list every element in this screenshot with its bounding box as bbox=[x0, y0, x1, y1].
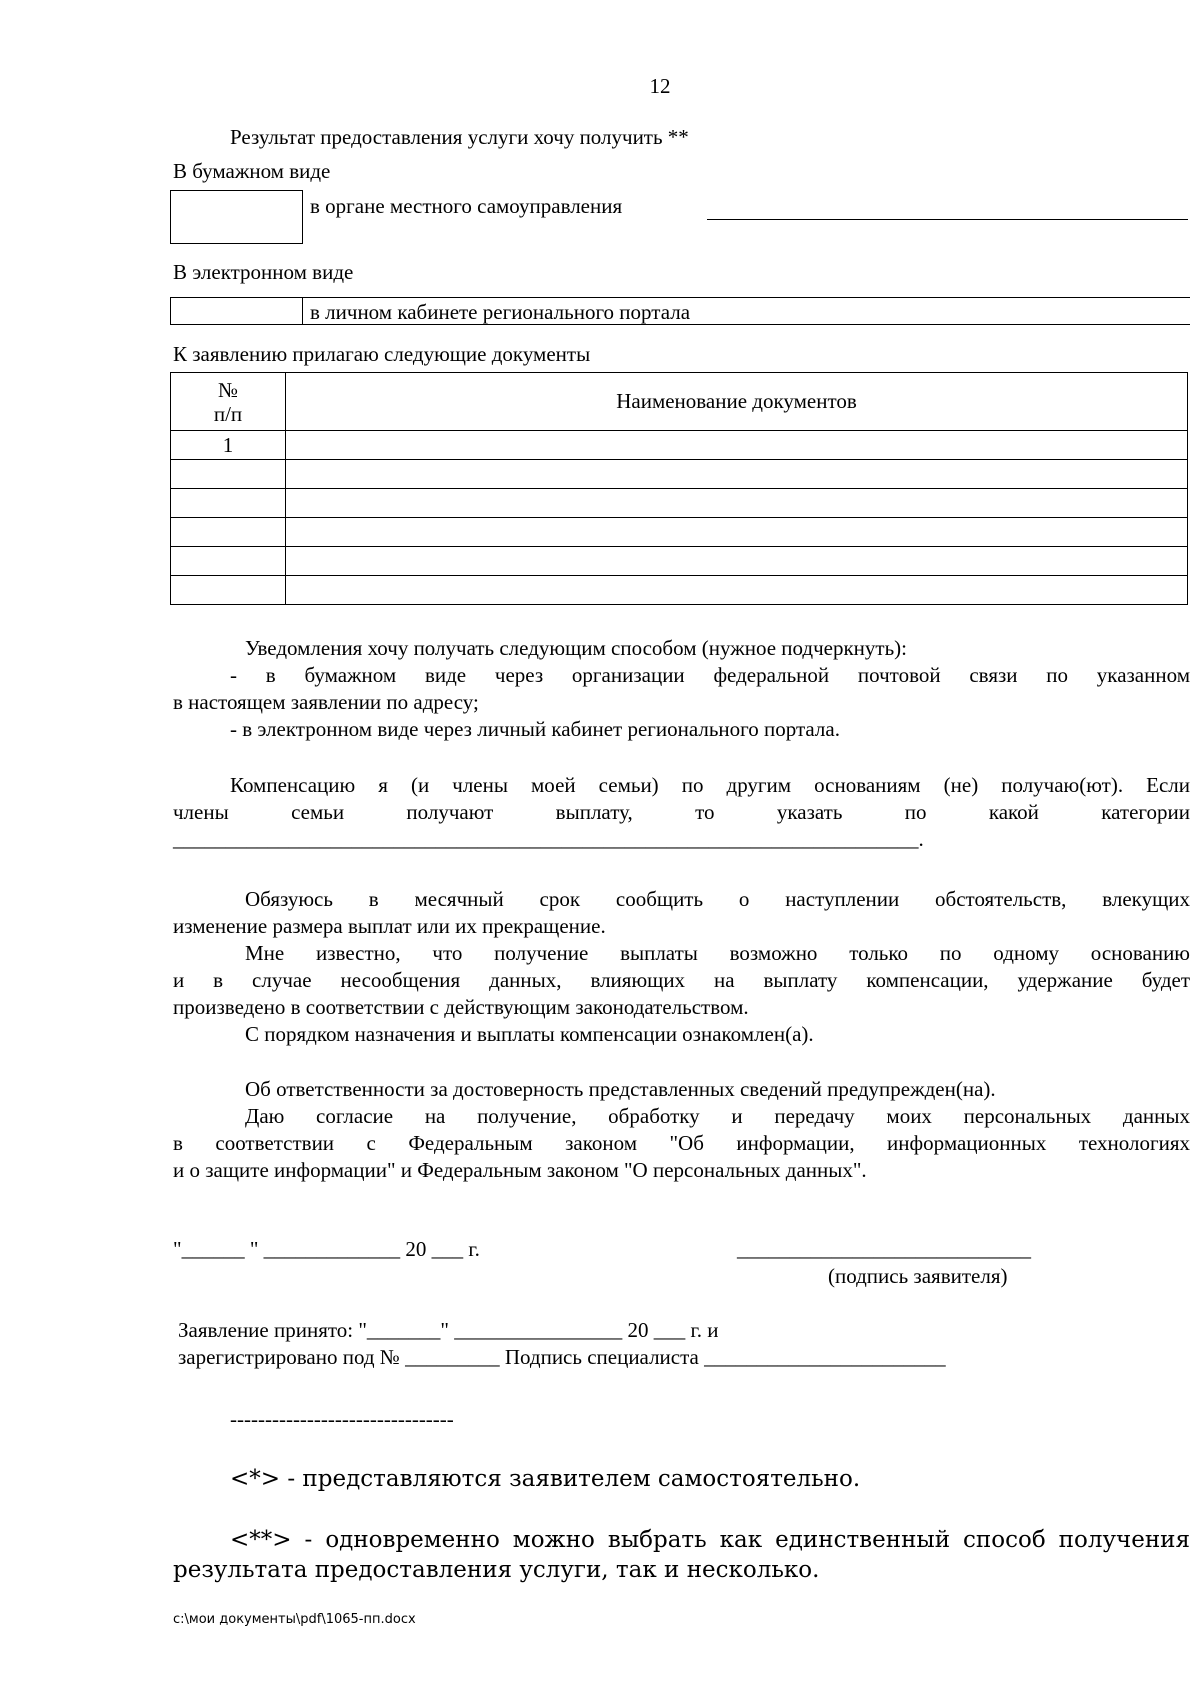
electronic-option-label: в личном кабинете регионального портала bbox=[310, 300, 691, 324]
applicant-signature-field[interactable]: ____________________________ bbox=[737, 1237, 1031, 1261]
table-row bbox=[171, 547, 1188, 576]
registration-number[interactable]: зарегистрировано под № _________ Подпись специалиста _______________________ bbox=[178, 1345, 946, 1369]
row-number bbox=[171, 489, 286, 518]
obligation-paragraph-2: Мне известно, что получение выплаты возможно только по одному основанию bbox=[245, 941, 1190, 965]
applicant-signature-caption: (подпись заявителя) bbox=[828, 1264, 1008, 1288]
table-row bbox=[171, 460, 1188, 489]
acknowledgement: С порядком назначения и выплаты компенсации ознакомлен(а). bbox=[245, 1022, 814, 1046]
row-document-name[interactable] bbox=[286, 576, 1188, 605]
paper-option-fill-line[interactable] bbox=[707, 219, 1188, 220]
row-document-name[interactable] bbox=[286, 489, 1188, 518]
electronic-title: В электронном виде bbox=[173, 260, 354, 284]
responsibility-warning: Об ответственности за достоверность представленных сведений предупрежден(на). bbox=[245, 1077, 996, 1101]
documents-header-row bbox=[171, 373, 1188, 431]
file-path: c:\мои документы\pdf\1065-пп.docx bbox=[173, 1612, 416, 1627]
row-number bbox=[171, 460, 286, 489]
notifications-intro: Уведомления хочу получать следующим способом (нужное подчеркнуть): bbox=[245, 636, 907, 660]
paper-title: В бумажном виде bbox=[173, 159, 331, 183]
paper-option-label: в органе местного самоуправления bbox=[310, 194, 623, 218]
notifications-paper-cont: в настоящем заявлении по адресу; bbox=[173, 690, 479, 714]
table-row bbox=[171, 489, 1188, 518]
row-document-name[interactable] bbox=[286, 460, 1188, 489]
row-document-name[interactable] bbox=[286, 431, 1188, 460]
row-number: 1 bbox=[171, 431, 286, 460]
footnote-1: <*> - представляются заявителем самостоятельно. bbox=[230, 1466, 861, 1492]
footnote-2-cont: результата предоставления услуги, так и несколько. bbox=[173, 1557, 820, 1583]
application-date-field[interactable]: "______ " _____________ 20 ___ г. bbox=[173, 1237, 480, 1261]
result-heading: Результат предоставления услуги хочу получить ** bbox=[230, 125, 689, 149]
row-number bbox=[171, 576, 286, 605]
consent-paragraph: Даю согласие на получение, обработку и передачу моих персональных данных bbox=[245, 1104, 1190, 1128]
header-number: № п/п bbox=[171, 373, 286, 431]
documents-intro: К заявлению прилагаю следующие документы bbox=[173, 342, 591, 366]
obligation-paragraph-1: Обязуюсь в месячный срок сообщить о наступлении обстоятельств, влекущих bbox=[245, 887, 1190, 911]
consent-paragraph-end: и о защите информации" и Федеральным законом "О персональных данных". bbox=[173, 1158, 867, 1182]
notifications-electronic: - в электронном виде через личный кабинет регионального портала. bbox=[230, 717, 840, 741]
row-number bbox=[171, 518, 286, 547]
obligation-paragraph-1-cont: изменение размера выплат или их прекращение. bbox=[173, 914, 606, 938]
electronic-option-checkbox[interactable] bbox=[170, 297, 303, 325]
obligation-paragraph-2-cont: и в случае несообщения данных, влияющих на выплату компенсации, удержание будет bbox=[173, 968, 1190, 992]
footnote-2: <**> - одновременно можно выбрать как единственный способ получения bbox=[230, 1527, 1190, 1553]
row-document-name[interactable] bbox=[286, 547, 1188, 576]
page-number: 12 bbox=[649, 74, 671, 98]
row-number bbox=[171, 547, 286, 576]
table-row bbox=[171, 518, 1188, 547]
compensation-line2: члены семьи получают выплату, то указать по какой категории bbox=[173, 800, 1190, 824]
footnote-separator: -------------------------------- bbox=[230, 1407, 454, 1431]
header-document-name: Наименование документов bbox=[286, 373, 1188, 431]
table-row bbox=[171, 431, 1188, 460]
table-row bbox=[171, 576, 1188, 605]
documents-table bbox=[170, 372, 1188, 605]
compensation-category-line[interactable]: _______________________________________________________________________. bbox=[173, 827, 924, 851]
registration-accepted[interactable]: Заявление принято: "_______" ________________ 20 ___ г. и bbox=[178, 1318, 719, 1342]
compensation-line1: Компенсацию я (и члены моей семьи) по другим основаниям (не) получаю(ют). Если bbox=[230, 773, 1190, 797]
notifications-paper: - в бумажном виде через организации федеральной почтовой связи по указанном bbox=[230, 663, 1190, 687]
consent-paragraph-cont: в соответствии с Федеральным законом "Об информации, информационных технологиях bbox=[173, 1131, 1190, 1155]
obligation-paragraph-2-end: произведено в соответствии с действующим законодательством. bbox=[173, 995, 749, 1019]
row-document-name[interactable] bbox=[286, 518, 1188, 547]
paper-option-checkbox[interactable] bbox=[170, 190, 303, 244]
